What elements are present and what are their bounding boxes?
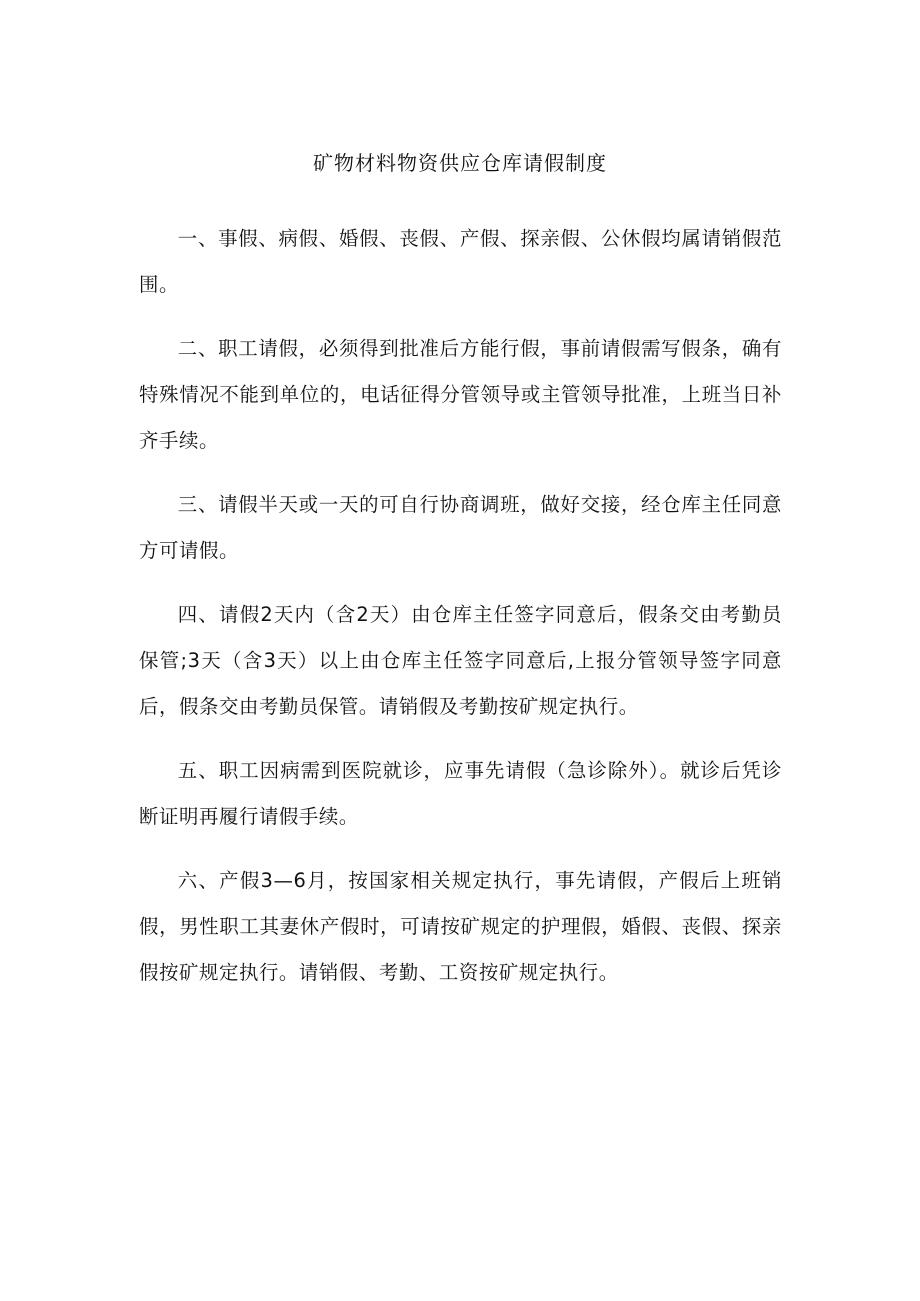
- paragraph-5: 五、职工因病需到医院就诊，应事先请假（急诊除外）。就诊后凭诊断证明再履行请假手续。: [139, 759, 782, 828]
- paragraph-4: 四、请假2天内（含2天）由仓库主任签字同意后，假条交由考勤员保管;3天（含3天）以上由仓库主任签字同意后,上报分管领导签字同意后，假条交由考勤员保管。请销假及考勤按矿规定执行。: [139, 603, 782, 718]
- paragraph-6: 六、产假3—6月，按国家相关规定执行，事先请假，产假后上班销假，男性职工其妻休产假时，可请按矿规定的护理假，婚假、丧假、探亲假按矿规定执行。请销假、考勤、工资按矿规定执行。: [139, 869, 782, 984]
- paragraph-1: 一、事假、病假、婚假、丧假、产假、探亲假、公休假均属请销假范围。: [139, 227, 782, 296]
- document-body: [139, 216, 782, 1014]
- document-title: 矿物材料物资供应仓库请假制度: [313, 151, 607, 175]
- paragraph-3: 三、请假半天或一天的可自行协商调班，做好交接，经仓库主任同意方可请假。: [139, 493, 782, 562]
- paragraph-2: 二、职工请假，必须得到批准后方能行假，事前请假需写假条，确有特殊情况不能到单位的，电话征得分管领导或主管领导批准，上班当日补齐手续。: [139, 337, 782, 452]
